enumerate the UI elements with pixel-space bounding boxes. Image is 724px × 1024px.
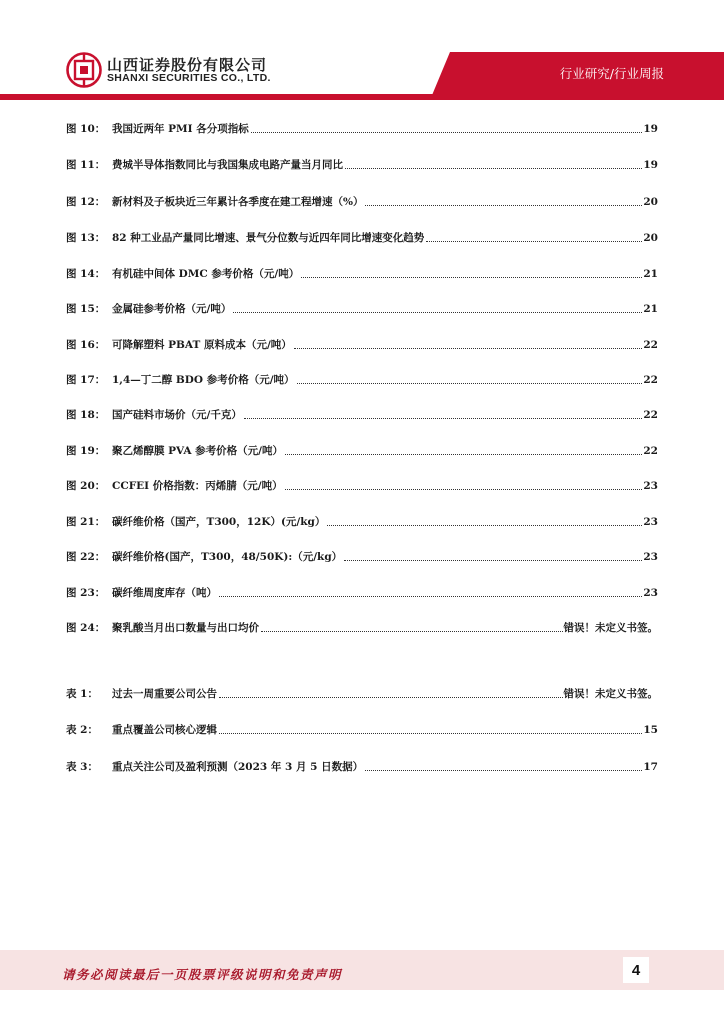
toc-title: 82 种工业品产量同比增速、景气分位数与近四年同比增速变化趋势 [112, 232, 425, 244]
toc-number: 图 13： [66, 232, 106, 244]
toc-number: 图 10： [66, 123, 106, 135]
toc-page-number: 23 [643, 516, 658, 528]
toc-title: 我国近两年 PMI 各分项指标 [112, 123, 249, 135]
toc-entry-figure-19[interactable] [66, 442, 658, 458]
toc-number: 图 14： [66, 268, 106, 280]
company-logo-icon [66, 52, 102, 88]
toc-entry-figure-14[interactable] [66, 265, 658, 281]
toc-number: 图 19： [66, 445, 106, 457]
toc-dot-leader [261, 631, 563, 632]
toc-number: 图 21： [66, 516, 106, 528]
toc-title: 1,4—丁二醇 BDO 参考价格（元/吨） [112, 374, 295, 386]
toc-number: 表 2： [66, 724, 98, 736]
toc-dot-leader [233, 312, 642, 313]
toc-entry-table-2[interactable] [66, 721, 658, 737]
toc-page-number: 15 [643, 724, 658, 736]
toc-title: 有机硅中间体 DMC 参考价格（元/吨） [112, 268, 300, 280]
toc-page-number: 20 [643, 232, 658, 244]
toc-dot-leader [344, 560, 642, 561]
toc-dot-leader [244, 418, 643, 419]
toc-entry-figure-20[interactable] [66, 477, 658, 493]
toc-number: 图 22： [66, 551, 106, 563]
toc-dot-leader [294, 348, 643, 349]
toc-entry-table-1[interactable] [66, 685, 658, 701]
toc-dot-leader [365, 770, 642, 771]
toc-number: 图 12： [66, 196, 106, 208]
toc-page-number: 23 [643, 587, 658, 599]
toc-number: 图 24： [66, 622, 106, 634]
toc-page-number: 错误！未定义书签。 [563, 688, 658, 700]
toc-title: 国产硅料市场价（元/千克） [112, 409, 242, 421]
toc-entry-figure-13[interactable] [66, 229, 658, 245]
toc-number: 图 18： [66, 409, 106, 421]
toc-number: 图 23： [66, 587, 106, 599]
toc-entry-figure-10[interactable] [66, 120, 658, 136]
toc-number: 图 11： [66, 159, 106, 171]
toc-page-number: 23 [643, 551, 658, 563]
toc-page-number: 22 [643, 445, 658, 457]
report-section-title: 行业研究/行业周报 [559, 66, 664, 81]
toc-entry-figure-23[interactable] [66, 584, 658, 600]
toc-dot-leader [219, 697, 563, 698]
toc-page-number: 22 [643, 409, 658, 421]
toc-page-number: 17 [643, 761, 658, 773]
toc-title: 过去一周重要公司公告 [112, 688, 217, 700]
toc-dot-leader [251, 132, 643, 133]
toc-title: 重点关注公司及盈利预测（2023 年 3 月 5 日数据） [112, 761, 364, 773]
toc-dot-leader [327, 525, 642, 526]
toc-page-number: 20 [643, 196, 658, 208]
toc-page-number: 22 [643, 339, 658, 351]
toc-dot-leader [365, 205, 642, 206]
toc-number: 图 20： [66, 480, 106, 492]
toc-dot-leader [285, 454, 642, 455]
toc-number: 图 17： [66, 374, 106, 386]
toc-number: 图 16： [66, 339, 106, 351]
toc-dot-leader [297, 383, 643, 384]
toc-page-number: 错误！未定义书签。 [563, 622, 658, 634]
footer-disclaimer: 请务必阅读最后一页股票评级说明和免责声明 [62, 967, 343, 982]
header-band [0, 0, 724, 100]
toc-title: 碳纤维价格(国产，T300，48/50K):（元/kg） [112, 551, 343, 563]
toc-title: 聚乳酸当月出口数量与出口均价 [112, 622, 259, 634]
toc-dot-leader [426, 241, 642, 242]
toc-dot-leader [219, 596, 642, 597]
toc-page-number: 19 [643, 123, 658, 135]
toc-entry-figure-11[interactable] [66, 156, 658, 172]
company-name-en: SHANXI SECURITIES CO., LTD. [107, 72, 271, 84]
toc-entry-figure-18[interactable] [66, 406, 658, 422]
toc-entry-figure-21[interactable] [66, 513, 658, 529]
toc-entry-figure-16[interactable] [66, 336, 658, 352]
toc-number: 表 1： [66, 688, 98, 700]
toc-title: 碳纤维周度库存（吨） [112, 587, 217, 599]
toc-dot-leader [345, 168, 642, 169]
toc-number: 图 15： [66, 303, 106, 315]
toc-dot-leader [301, 277, 642, 278]
toc-title: 重点覆盖公司核心逻辑 [112, 724, 217, 736]
toc-number: 表 3： [66, 761, 98, 773]
toc-title: 碳纤维价格（国产，T300，12K）(元/kg） [112, 516, 326, 528]
toc-dot-leader [285, 489, 643, 490]
toc-entry-figure-17[interactable] [66, 371, 658, 387]
page-header [0, 0, 724, 100]
toc-page-number: 21 [643, 303, 658, 315]
toc-title: 聚乙烯醇膜 PVA 参考价格（元/吨） [112, 445, 284, 457]
toc-title: 可降解塑料 PBAT 原料成本（元/吨） [112, 339, 292, 351]
company-name-cn: 山西证券股份有限公司 [107, 56, 268, 74]
toc-title: 费城半导体指数同比与我国集成电路产量当月同比 [112, 159, 343, 171]
toc-entry-figure-12[interactable] [66, 193, 658, 209]
toc-entry-figure-15[interactable] [66, 300, 658, 316]
toc-title: CCFEI 价格指数：丙烯腈（元/吨） [112, 480, 283, 492]
toc-dot-leader [219, 733, 642, 734]
toc-page-number: 19 [643, 159, 658, 171]
toc-page-number: 23 [643, 480, 658, 492]
toc-entry-figure-24[interactable] [66, 619, 658, 635]
toc-entry-figure-22[interactable] [66, 548, 658, 564]
toc-title: 新材料及子板块近三年累计各季度在建工程增速（%） [112, 196, 364, 208]
toc-page-number: 22 [643, 374, 658, 386]
toc-page-number: 21 [643, 268, 658, 280]
page-number: 4 [623, 957, 649, 983]
toc-entry-table-3[interactable] [66, 758, 658, 774]
toc-title: 金属硅参考价格（元/吨） [112, 303, 232, 315]
